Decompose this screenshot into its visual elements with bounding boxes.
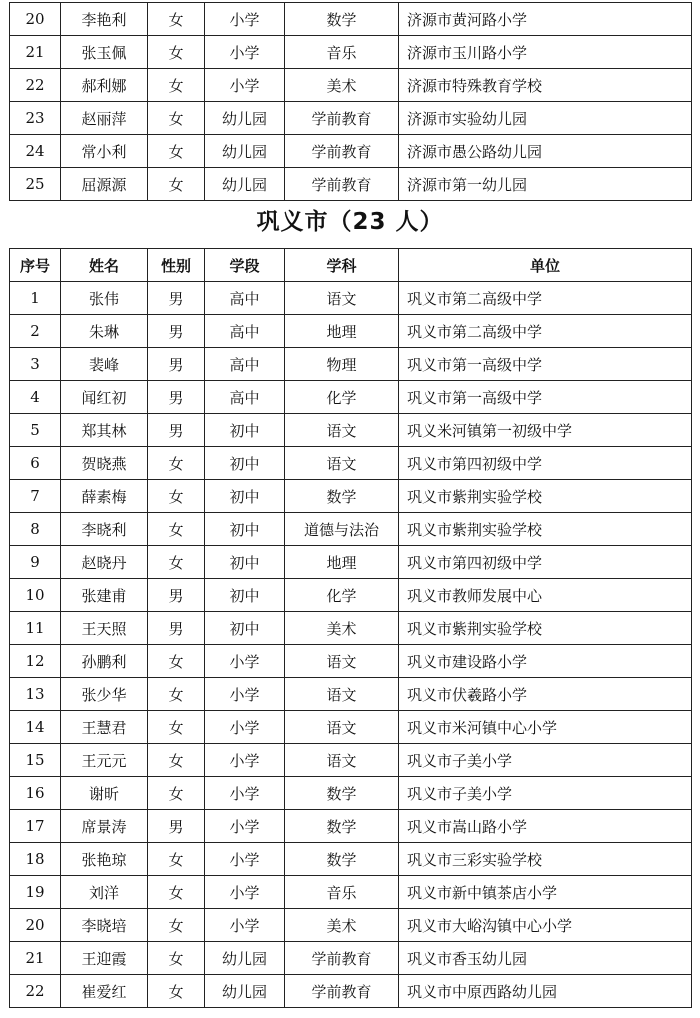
cell-gender: 男 (148, 348, 205, 381)
cell-name: 张少华 (61, 678, 148, 711)
cell-stage: 高中 (205, 348, 285, 381)
table-row (10, 843, 692, 876)
table-row (10, 876, 692, 909)
cell-gender: 女 (148, 645, 205, 678)
table-row (10, 69, 692, 102)
cell-subject: 语文 (285, 711, 399, 744)
cell-index: 2 (10, 315, 61, 348)
table-row (10, 381, 692, 414)
cell-subject: 语文 (285, 282, 399, 315)
cell-gender: 女 (148, 36, 205, 69)
cell-gender: 女 (148, 711, 205, 744)
cell-subject: 语文 (285, 645, 399, 678)
table-row (10, 282, 692, 315)
cell-index: 10 (10, 579, 61, 612)
cell-gender: 男 (148, 315, 205, 348)
cell-stage: 高中 (205, 315, 285, 348)
cell-name: 李晓利 (61, 513, 148, 546)
cell-stage: 小学 (205, 810, 285, 843)
cell-unit: 巩义市嵩山路小学 (399, 810, 692, 843)
cell-name: 张伟 (61, 282, 148, 315)
table-row (10, 678, 692, 711)
cell-gender: 女 (148, 102, 205, 135)
cell-gender: 女 (148, 876, 205, 909)
cell-index: 18 (10, 843, 61, 876)
table-row (10, 711, 692, 744)
table-row (10, 546, 692, 579)
cell-index: 17 (10, 810, 61, 843)
cell-unit: 巩义市教师发展中心 (399, 579, 692, 612)
table-row (10, 942, 692, 975)
cell-index: 14 (10, 711, 61, 744)
header-subject: 学科 (285, 249, 399, 282)
cell-subject: 化学 (285, 381, 399, 414)
table-row (10, 480, 692, 513)
cell-name: 谢昕 (61, 777, 148, 810)
cell-gender: 女 (148, 777, 205, 810)
table-row (10, 645, 692, 678)
cell-name: 王元元 (61, 744, 148, 777)
table-row (10, 102, 692, 135)
cell-name: 张玉佩 (61, 36, 148, 69)
cell-gender: 男 (148, 579, 205, 612)
cell-unit: 济源市黄河路小学 (399, 3, 692, 36)
cell-gender: 女 (148, 678, 205, 711)
cell-stage: 小学 (205, 744, 285, 777)
cell-index: 22 (10, 975, 61, 1008)
cell-unit: 巩义市香玉幼儿园 (399, 942, 692, 975)
header-index: 序号 (10, 249, 61, 282)
cell-subject: 语文 (285, 678, 399, 711)
cell-subject: 学前教育 (285, 135, 399, 168)
table-row (10, 348, 692, 381)
cell-subject: 数学 (285, 3, 399, 36)
cell-gender: 女 (148, 135, 205, 168)
cell-unit: 巩义市紫荆实验学校 (399, 480, 692, 513)
cell-name: 孙鹏利 (61, 645, 148, 678)
cell-subject: 语文 (285, 744, 399, 777)
cell-name: 李艳利 (61, 3, 148, 36)
cell-stage: 幼儿园 (205, 102, 285, 135)
cell-name: 郝利娜 (61, 69, 148, 102)
table-row (10, 168, 692, 201)
table-row (10, 447, 692, 480)
cell-name: 张艳琼 (61, 843, 148, 876)
cell-stage: 幼儿园 (205, 942, 285, 975)
table-row (10, 135, 692, 168)
cell-gender: 女 (148, 975, 205, 1008)
cell-stage: 小学 (205, 678, 285, 711)
cell-index: 12 (10, 645, 61, 678)
cell-stage: 初中 (205, 447, 285, 480)
cell-index: 21 (10, 36, 61, 69)
cell-subject: 数学 (285, 480, 399, 513)
cell-index: 25 (10, 168, 61, 201)
header-name: 姓名 (61, 249, 148, 282)
cell-index: 9 (10, 546, 61, 579)
table-row (10, 975, 692, 1008)
cell-name: 赵晓丹 (61, 546, 148, 579)
cell-gender: 女 (148, 69, 205, 102)
cell-stage: 小学 (205, 3, 285, 36)
cell-subject: 美术 (285, 69, 399, 102)
cell-subject: 语文 (285, 414, 399, 447)
cell-gender: 女 (148, 447, 205, 480)
cell-stage: 小学 (205, 36, 285, 69)
cell-unit: 巩义市第一高级中学 (399, 348, 692, 381)
header-gender: 性别 (148, 249, 205, 282)
cell-name: 裴峰 (61, 348, 148, 381)
cell-unit: 巩义市米河镇中心小学 (399, 711, 692, 744)
cell-name: 王慧君 (61, 711, 148, 744)
cell-name: 崔爱红 (61, 975, 148, 1008)
table-row (10, 909, 692, 942)
cell-gender: 女 (148, 843, 205, 876)
cell-stage: 小学 (205, 876, 285, 909)
cell-gender: 男 (148, 381, 205, 414)
cell-index: 1 (10, 282, 61, 315)
cell-stage: 幼儿园 (205, 135, 285, 168)
cell-stage: 初中 (205, 612, 285, 645)
cell-index: 19 (10, 876, 61, 909)
header-unit: 单位 (399, 249, 692, 282)
cell-gender: 男 (148, 612, 205, 645)
cell-stage: 高中 (205, 282, 285, 315)
gongyi-teacher-table-body (10, 282, 692, 1008)
cell-stage: 小学 (205, 843, 285, 876)
cell-gender: 男 (148, 810, 205, 843)
cell-name: 屈源源 (61, 168, 148, 201)
cell-index: 7 (10, 480, 61, 513)
cell-gender: 男 (148, 282, 205, 315)
cell-subject: 化学 (285, 579, 399, 612)
cell-subject: 学前教育 (285, 975, 399, 1008)
cell-subject: 美术 (285, 612, 399, 645)
cell-name: 郑其林 (61, 414, 148, 447)
cell-unit: 济源市愚公路幼儿园 (399, 135, 692, 168)
cell-name: 张建甫 (61, 579, 148, 612)
cell-unit: 济源市第一幼儿园 (399, 168, 692, 201)
cell-stage: 小学 (205, 777, 285, 810)
table-row (10, 810, 692, 843)
cell-name: 席景涛 (61, 810, 148, 843)
cell-index: 16 (10, 777, 61, 810)
cell-index: 20 (10, 909, 61, 942)
cell-gender: 女 (148, 513, 205, 546)
cell-unit: 巩义市子美小学 (399, 744, 692, 777)
cell-index: 3 (10, 348, 61, 381)
cell-gender: 女 (148, 3, 205, 36)
cell-unit: 巩义市三彩实验学校 (399, 843, 692, 876)
header-stage: 学段 (205, 249, 285, 282)
cell-unit: 巩义米河镇第一初级中学 (399, 414, 692, 447)
cell-name: 王天照 (61, 612, 148, 645)
cell-unit: 巩义市紫荆实验学校 (399, 612, 692, 645)
cell-name: 贺晓燕 (61, 447, 148, 480)
cell-stage: 初中 (205, 579, 285, 612)
cell-index: 24 (10, 135, 61, 168)
cell-index: 15 (10, 744, 61, 777)
cell-stage: 初中 (205, 480, 285, 513)
cell-stage: 小学 (205, 909, 285, 942)
cell-subject: 音乐 (285, 876, 399, 909)
cell-unit: 巩义市紫荆实验学校 (399, 513, 692, 546)
cell-subject: 物理 (285, 348, 399, 381)
cell-subject: 地理 (285, 546, 399, 579)
table-row (10, 513, 692, 546)
cell-stage: 小学 (205, 645, 285, 678)
cell-name: 李晓培 (61, 909, 148, 942)
table-row (10, 36, 692, 69)
cell-stage: 初中 (205, 513, 285, 546)
table-row (10, 777, 692, 810)
cell-stage: 初中 (205, 546, 285, 579)
cell-subject: 学前教育 (285, 942, 399, 975)
cell-index: 23 (10, 102, 61, 135)
cell-unit: 济源市特殊教育学校 (399, 69, 692, 102)
table-row (10, 414, 692, 447)
cell-name: 赵丽萍 (61, 102, 148, 135)
cell-unit: 巩义市第二高级中学 (399, 315, 692, 348)
table-row (10, 579, 692, 612)
previous-city-table-body (10, 3, 692, 201)
cell-name: 薛素梅 (61, 480, 148, 513)
cell-unit: 巩义市第四初级中学 (399, 546, 692, 579)
cell-stage: 幼儿园 (205, 168, 285, 201)
cell-name: 闻红初 (61, 381, 148, 414)
cell-index: 4 (10, 381, 61, 414)
cell-subject: 数学 (285, 843, 399, 876)
cell-unit: 巩义市建设路小学 (399, 645, 692, 678)
cell-unit: 巩义市中原西路幼儿园 (399, 975, 692, 1008)
section-title: 巩义市（23 人） (256, 209, 444, 235)
cell-index: 20 (10, 3, 61, 36)
table-header-row (10, 249, 692, 282)
cell-unit: 巩义市大峪沟镇中心小学 (399, 909, 692, 942)
cell-unit: 巩义市第一高级中学 (399, 381, 692, 414)
cell-unit: 巩义市伏羲路小学 (399, 678, 692, 711)
cell-subject: 音乐 (285, 36, 399, 69)
cell-name: 常小利 (61, 135, 148, 168)
cell-unit: 济源市玉川路小学 (399, 36, 692, 69)
table-row (10, 612, 692, 645)
cell-unit: 巩义市第四初级中学 (399, 447, 692, 480)
gongyi-teacher-table (9, 248, 692, 1008)
cell-stage: 小学 (205, 711, 285, 744)
cell-subject: 语文 (285, 447, 399, 480)
cell-index: 5 (10, 414, 61, 447)
cell-subject: 学前教育 (285, 102, 399, 135)
cell-gender: 女 (148, 546, 205, 579)
cell-subject: 数学 (285, 777, 399, 810)
cell-index: 11 (10, 612, 61, 645)
cell-unit: 巩义市新中镇茶店小学 (399, 876, 692, 909)
table-row (10, 315, 692, 348)
cell-index: 13 (10, 678, 61, 711)
cell-subject: 美术 (285, 909, 399, 942)
cell-unit: 巩义市第二高级中学 (399, 282, 692, 315)
cell-name: 王迎霞 (61, 942, 148, 975)
cell-gender: 女 (148, 909, 205, 942)
cell-subject: 道德与法治 (285, 513, 399, 546)
cell-stage: 高中 (205, 381, 285, 414)
cell-subject: 地理 (285, 315, 399, 348)
cell-index: 22 (10, 69, 61, 102)
cell-name: 朱琳 (61, 315, 148, 348)
cell-gender: 男 (148, 414, 205, 447)
cell-stage: 初中 (205, 414, 285, 447)
cell-stage: 小学 (205, 69, 285, 102)
cell-unit: 济源市实验幼儿园 (399, 102, 692, 135)
cell-stage: 幼儿园 (205, 975, 285, 1008)
cell-index: 21 (10, 942, 61, 975)
cell-gender: 女 (148, 480, 205, 513)
cell-index: 8 (10, 513, 61, 546)
cell-name: 刘洋 (61, 876, 148, 909)
cell-gender: 女 (148, 744, 205, 777)
cell-unit: 巩义市子美小学 (399, 777, 692, 810)
previous-city-table (9, 2, 692, 201)
table-row (10, 744, 692, 777)
cell-subject: 学前教育 (285, 168, 399, 201)
cell-gender: 女 (148, 942, 205, 975)
cell-subject: 数学 (285, 810, 399, 843)
cell-gender: 女 (148, 168, 205, 201)
table-row (10, 3, 692, 36)
cell-index: 6 (10, 447, 61, 480)
